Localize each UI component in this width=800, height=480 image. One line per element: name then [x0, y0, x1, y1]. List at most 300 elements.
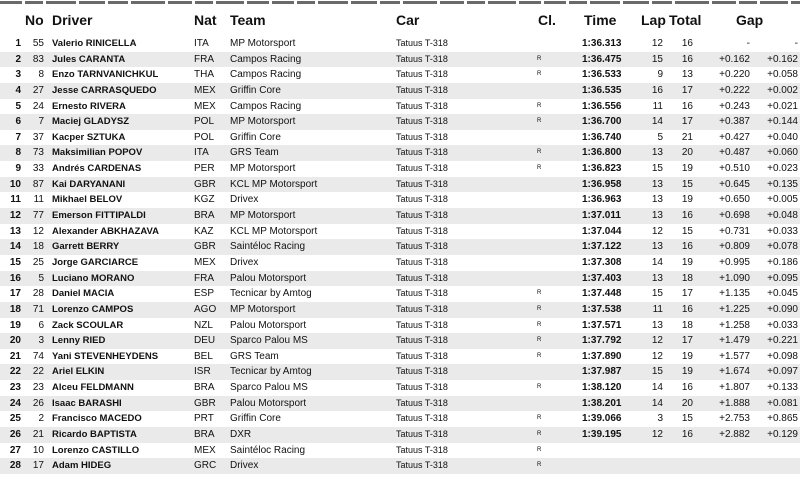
header-total: Total — [669, 12, 702, 28]
rule-dash — [791, 1, 800, 4]
class-cell: R — [537, 305, 542, 312]
driver-cell: Adam HIDEG — [52, 460, 112, 472]
position-cell: 2 — [15, 53, 21, 65]
driver-cell: Jules CARANTA — [52, 53, 126, 65]
car-number-cell: 77 — [32, 210, 44, 222]
header-team: Team — [230, 12, 266, 28]
total-cell: 16 — [681, 100, 693, 112]
nationality-cell: MEX — [194, 100, 216, 112]
gap-cell: +0.995 — [719, 256, 750, 268]
position-cell: 23 — [9, 382, 21, 394]
position-cell: 9 — [15, 163, 21, 175]
time-cell: 1:36.963 — [582, 194, 622, 206]
table-row — [0, 208, 800, 224]
class-cell: R — [537, 118, 542, 125]
lap-cell: 12 — [651, 429, 663, 441]
team-cell: Griffin Core — [230, 413, 281, 425]
rule-dash — [569, 1, 587, 4]
interval-cell: +0.865 — [767, 413, 798, 425]
table-row — [0, 427, 800, 443]
nationality-cell: GBR — [194, 178, 216, 190]
class-cell: R — [537, 415, 542, 422]
position-cell: 8 — [15, 147, 21, 159]
results-table-body — [0, 36, 800, 474]
nationality-cell: MEX — [194, 256, 216, 268]
position-cell: 1 — [15, 38, 21, 49]
lap-cell: 14 — [651, 397, 663, 409]
rule-dash — [623, 1, 649, 4]
team-cell: Palou Motorsport — [230, 319, 307, 331]
interval-cell: +0.023 — [767, 163, 798, 175]
total-cell: 15 — [681, 225, 693, 237]
rule-dash — [168, 1, 192, 4]
table-row — [0, 271, 800, 287]
time-cell: 1:37.011 — [582, 210, 621, 222]
table-row — [0, 364, 800, 380]
position-cell: 7 — [15, 131, 21, 143]
rule-dash — [380, 1, 400, 4]
car-number-cell: 74 — [32, 350, 44, 362]
team-cell: Palou Motorsport — [230, 272, 307, 284]
driver-cell: Kacper SZTUKA — [52, 131, 126, 143]
driver-cell: Andrés CARDENAS — [52, 163, 142, 175]
team-cell: GRS Team — [230, 147, 279, 159]
total-cell: 17 — [681, 116, 693, 128]
driver-cell: Jorge GARCIARCE — [52, 256, 139, 268]
lap-cell: 12 — [651, 335, 663, 347]
rule-dash — [46, 1, 76, 4]
class-cell: R — [537, 462, 542, 469]
driver-cell: Alexander ABKHAZAVA — [52, 225, 159, 237]
lap-cell: 16 — [651, 84, 663, 96]
interval-cell: +0.135 — [767, 178, 798, 190]
car-cell: Tatuus T-318 — [396, 413, 448, 424]
car-cell: Tatuus T-318 — [396, 225, 448, 236]
car-number-cell: 27 — [32, 84, 44, 96]
car-number-cell: 55 — [32, 38, 44, 49]
lap-cell: 15 — [651, 163, 663, 175]
total-cell: 19 — [681, 256, 693, 268]
class-cell: R — [537, 149, 542, 156]
interval-cell: +0.045 — [767, 288, 798, 300]
car-cell: Tatuus T-318 — [396, 366, 448, 377]
rule-dash — [739, 1, 757, 4]
nationality-cell: KAZ — [194, 225, 214, 237]
driver-cell: Valerio RINICELLA — [52, 38, 137, 49]
gap-cell: +1.135 — [719, 288, 750, 300]
table-row — [0, 318, 800, 334]
rule-dash — [131, 1, 165, 4]
lap-cell: 14 — [651, 116, 663, 128]
time-cell: 1:36.740 — [582, 131, 622, 143]
lap-cell: 13 — [651, 272, 663, 284]
lap-cell: 11 — [652, 303, 663, 315]
total-cell: 18 — [681, 319, 693, 331]
car-cell: Tatuus T-318 — [396, 163, 448, 174]
car-cell: Tatuus T-318 — [396, 53, 448, 64]
gap-cell: +0.243 — [719, 100, 750, 112]
team-cell: MP Motorsport — [230, 210, 296, 222]
team-cell: MP Motorsport — [230, 303, 296, 315]
total-cell: 20 — [681, 147, 693, 159]
team-cell: Campos Racing — [230, 53, 302, 65]
lap-cell: 13 — [651, 178, 663, 190]
rule-dash — [297, 1, 315, 4]
class-cell: R — [537, 321, 542, 328]
header-lap: Lap — [641, 12, 666, 28]
interval-cell: +0.060 — [767, 147, 798, 159]
interval-cell: +0.186 — [767, 256, 798, 268]
time-cell: 1:36.535 — [582, 84, 622, 96]
lap-cell: 3 — [657, 413, 663, 425]
time-cell: 1:37.308 — [582, 256, 622, 268]
interval-cell: +0.040 — [767, 131, 798, 143]
interval-cell: +0.021 — [767, 100, 798, 112]
driver-cell: Maksimilian POPOV — [52, 147, 143, 159]
team-cell: Griffin Core — [230, 84, 281, 96]
team-cell: Drivex — [230, 256, 259, 268]
gap-cell: +1.258 — [719, 319, 750, 331]
position-cell: 19 — [9, 319, 21, 331]
lap-cell: 12 — [651, 225, 663, 237]
car-number-cell: 17 — [32, 460, 44, 472]
total-cell: 17 — [681, 288, 693, 300]
driver-cell: Ariel ELKIN — [52, 366, 105, 378]
gap-cell: +0.650 — [719, 194, 750, 206]
rule-dash — [488, 1, 516, 4]
nationality-cell: ISR — [194, 366, 211, 378]
car-cell: Tatuus T-318 — [396, 210, 448, 221]
car-cell: Tatuus T-318 — [396, 350, 448, 361]
nationality-cell: KGZ — [194, 194, 215, 206]
gap-cell: +1.479 — [719, 335, 750, 347]
gap-cell: +0.698 — [719, 210, 750, 222]
interval-cell: +0.098 — [767, 350, 798, 362]
time-cell: 1:37.403 — [582, 272, 622, 284]
rule-dash — [467, 1, 485, 4]
car-cell: Tatuus T-318 — [396, 429, 448, 440]
car-number-cell: 26 — [32, 397, 44, 409]
team-cell: Sparco Palou MS — [230, 335, 308, 347]
team-cell: Saintéloc Racing — [230, 241, 306, 253]
time-cell: 1:36.475 — [582, 53, 622, 65]
class-cell: R — [537, 337, 542, 344]
team-cell: Saintéloc Racing — [230, 444, 306, 456]
nationality-cell: MEX — [194, 444, 216, 456]
class-cell: R — [537, 71, 542, 78]
car-number-cell: 8 — [38, 69, 44, 81]
lap-cell: 12 — [651, 350, 663, 362]
car-cell: Tatuus T-318 — [396, 397, 448, 408]
interval-cell: +0.129 — [767, 429, 798, 441]
gap-cell: +0.387 — [719, 116, 750, 128]
nationality-cell: AGO — [194, 303, 217, 315]
driver-cell: Ernesto RIVERA — [52, 100, 126, 112]
driver-cell: Lorenzo CAMPOS — [52, 303, 134, 315]
driver-cell: Lenny RIED — [52, 335, 106, 347]
gap-cell: - — [746, 38, 750, 49]
driver-cell: Luciano MORANO — [52, 272, 135, 284]
driver-cell: Garrett BERRY — [52, 241, 120, 253]
car-cell: Tatuus T-318 — [396, 147, 448, 158]
nationality-cell: ITA — [194, 147, 209, 159]
table-row — [0, 224, 800, 240]
time-cell: 1:38.201 — [582, 397, 622, 409]
table-row — [0, 114, 800, 130]
gap-cell: +2.753 — [719, 413, 750, 425]
table-row — [0, 458, 800, 474]
gap-cell: +2.882 — [719, 429, 750, 441]
driver-cell: Alceu FELDMANN — [52, 382, 134, 394]
car-number-cell: 28 — [32, 288, 44, 300]
table-row — [0, 333, 800, 349]
position-cell: 12 — [9, 210, 21, 222]
driver-cell: Isaac BARASHI — [52, 397, 122, 409]
car-number-cell: 5 — [38, 272, 44, 284]
class-cell: R — [537, 352, 542, 359]
car-cell: Tatuus T-318 — [396, 319, 448, 330]
car-cell: Tatuus T-318 — [396, 382, 448, 393]
rule-dash — [403, 1, 437, 4]
team-cell: Tecnicar by Amtog — [230, 366, 312, 378]
position-cell: 14 — [9, 241, 21, 253]
car-number-cell: 25 — [32, 256, 44, 268]
table-row — [0, 349, 800, 365]
position-cell: 16 — [9, 272, 21, 284]
lap-cell: 15 — [651, 366, 663, 378]
total-cell: 16 — [681, 210, 693, 222]
interval-cell: +0.162 — [767, 53, 798, 65]
interval-cell: +0.033 — [767, 225, 798, 237]
lap-cell: 14 — [651, 256, 663, 268]
interval-cell: +0.033 — [767, 319, 798, 331]
rule-dash — [247, 1, 269, 4]
nationality-cell: PER — [194, 163, 215, 175]
gap-cell: +0.645 — [719, 178, 750, 190]
team-cell: MP Motorsport — [230, 116, 296, 128]
table-row — [0, 411, 800, 427]
nationality-cell: FRA — [194, 272, 214, 284]
total-cell: 16 — [681, 303, 693, 315]
car-cell: Tatuus T-318 — [396, 38, 448, 48]
driver-cell: Lorenzo CASTILLO — [52, 444, 140, 456]
rule-dash — [351, 1, 377, 4]
driver-cell: Francisco MACEDO — [52, 413, 142, 425]
class-cell: R — [537, 431, 542, 438]
lap-cell: 13 — [651, 194, 663, 206]
position-cell: 28 — [9, 460, 21, 472]
nationality-cell: MEX — [194, 84, 216, 96]
gap-cell: +0.162 — [719, 53, 750, 65]
time-cell: 1:36.313 — [582, 38, 622, 49]
gap-cell: +0.427 — [719, 131, 750, 143]
time-cell: 1:36.533 — [582, 69, 622, 81]
driver-cell: Kai DARYANANI — [52, 178, 126, 190]
time-cell: 1:39.195 — [582, 429, 622, 441]
team-cell: KCL MP Motorsport — [230, 225, 318, 237]
time-cell: 1:39.066 — [582, 413, 622, 425]
lap-cell: 14 — [651, 382, 663, 394]
gap-cell: +1.090 — [719, 272, 750, 284]
nationality-cell: THA — [194, 69, 214, 81]
position-cell: 20 — [9, 335, 21, 347]
position-cell: 4 — [15, 84, 21, 96]
nationality-cell: FRA — [194, 53, 214, 65]
header-class: Cl. — [538, 12, 556, 28]
table-row — [0, 380, 800, 396]
total-cell: 19 — [681, 366, 693, 378]
table-row — [0, 302, 800, 318]
time-cell: 1:36.823 — [582, 163, 622, 175]
rule-dash — [272, 1, 294, 4]
interval-cell: +0.058 — [767, 69, 798, 81]
nationality-cell: BRA — [194, 429, 215, 441]
car-cell: Tatuus T-318 — [396, 256, 448, 267]
rule-dash — [712, 1, 736, 4]
driver-cell: Daniel MACIA — [52, 288, 115, 300]
time-cell: 1:37.122 — [582, 241, 622, 253]
position-cell: 15 — [9, 256, 21, 268]
team-cell: MP Motorsport — [230, 38, 296, 49]
car-cell: Tatuus T-318 — [396, 272, 448, 283]
rule-dash — [519, 1, 541, 4]
header-car: Car — [396, 12, 420, 28]
team-cell: Tecnicar by Amtog — [230, 288, 312, 300]
car-cell: Tatuus T-318 — [396, 460, 448, 471]
driver-cell: Jesse CARRASQUEDO — [52, 84, 157, 96]
nationality-cell: BEL — [194, 350, 213, 362]
car-number-cell: 10 — [32, 444, 44, 456]
table-row — [0, 83, 800, 99]
rule-dash — [25, 1, 43, 4]
lap-cell: 15 — [651, 53, 663, 65]
nationality-cell: NZL — [194, 319, 213, 331]
team-cell: Griffin Core — [230, 131, 281, 143]
position-cell: 24 — [9, 397, 21, 409]
team-cell: Sparco Palou MS — [230, 382, 308, 394]
time-cell: 1:36.556 — [582, 100, 622, 112]
class-cell: R — [537, 165, 542, 172]
rule-dash — [0, 1, 22, 4]
total-cell: 16 — [681, 382, 693, 394]
car-number-cell: 18 — [32, 241, 44, 253]
total-cell: 17 — [681, 335, 693, 347]
position-cell: 27 — [9, 444, 21, 456]
table-row — [0, 443, 800, 459]
table-row — [0, 396, 800, 412]
table-row — [0, 239, 800, 255]
interval-cell: +0.144 — [767, 116, 798, 128]
top-dashed-rule — [0, 0, 800, 5]
driver-cell: Yani STEVENHEYDENS — [52, 350, 159, 362]
lap-cell: 13 — [651, 241, 663, 253]
car-number-cell: 33 — [32, 163, 44, 175]
time-cell: 1:37.044 — [582, 225, 622, 237]
position-cell: 3 — [15, 69, 21, 81]
table-row — [0, 130, 800, 146]
car-number-cell: 22 — [32, 366, 44, 378]
car-number-cell: 24 — [32, 100, 44, 112]
gap-cell: +0.487 — [719, 147, 750, 159]
table-row — [0, 177, 800, 193]
interval-cell: +0.002 — [767, 84, 798, 96]
table-row — [0, 255, 800, 271]
car-number-cell: 23 — [32, 382, 44, 394]
nationality-cell: GBR — [194, 397, 216, 409]
car-number-cell: 3 — [38, 335, 44, 347]
car-cell: Tatuus T-318 — [396, 194, 448, 205]
table-row — [0, 286, 800, 302]
car-number-cell: 6 — [38, 319, 44, 331]
gap-cell: +0.222 — [719, 84, 750, 96]
table-row — [0, 99, 800, 115]
nationality-cell: POL — [194, 131, 215, 143]
car-cell: Tatuus T-318 — [396, 84, 448, 95]
rule-dash — [675, 1, 709, 4]
lap-cell: 15 — [651, 288, 663, 300]
interval-cell: +0.048 — [767, 210, 798, 222]
team-cell: Drivex — [230, 460, 259, 472]
rule-dash — [544, 1, 566, 4]
car-number-cell: 12 — [32, 225, 44, 237]
gap-cell: +0.510 — [719, 163, 750, 175]
car-cell: Tatuus T-318 — [396, 116, 448, 127]
car-number-cell: 83 — [32, 53, 44, 65]
time-cell: 1:36.700 — [582, 116, 622, 128]
car-number-cell: 11 — [33, 194, 44, 206]
car-cell: Tatuus T-318 — [396, 303, 448, 314]
rule-dash — [652, 1, 672, 4]
nationality-cell: GBR — [194, 241, 216, 253]
position-cell: 5 — [15, 100, 21, 112]
total-cell: 17 — [681, 84, 693, 96]
total-cell: 15 — [681, 178, 693, 190]
time-cell: 1:37.448 — [582, 288, 622, 300]
table-row — [0, 67, 800, 83]
time-cell: 1:37.538 — [582, 303, 622, 315]
car-cell: Tatuus T-318 — [396, 241, 448, 252]
total-cell: 19 — [681, 350, 693, 362]
nationality-cell: DEU — [194, 335, 216, 347]
class-cell: R — [537, 102, 542, 109]
gap-cell: +0.731 — [719, 225, 750, 237]
team-cell: MP Motorsport — [230, 163, 296, 175]
interval-cell: +0.081 — [767, 397, 798, 409]
table-row — [0, 192, 800, 208]
rule-dash — [195, 1, 213, 4]
driver-cell: Mikhael BELOV — [52, 194, 123, 206]
car-number-cell: 21 — [32, 429, 44, 441]
interval-cell: +0.133 — [767, 382, 798, 394]
nationality-cell: PRT — [194, 413, 214, 425]
gap-cell: +1.888 — [719, 397, 750, 409]
table-row — [0, 145, 800, 161]
rule-dash — [216, 1, 244, 4]
car-number-cell: 73 — [32, 147, 44, 159]
lap-cell: 9 — [657, 69, 663, 81]
position-cell: 25 — [9, 413, 21, 425]
lap-cell: 11 — [652, 100, 663, 112]
class-cell: R — [537, 384, 542, 391]
total-cell: 19 — [681, 194, 693, 206]
position-cell: 6 — [15, 116, 21, 128]
header-time: Time — [584, 12, 617, 28]
header-driver: Driver — [52, 12, 93, 28]
rule-dash — [440, 1, 464, 4]
position-cell: 21 — [9, 350, 21, 362]
total-cell: 16 — [681, 241, 693, 253]
total-cell: 16 — [681, 38, 693, 49]
